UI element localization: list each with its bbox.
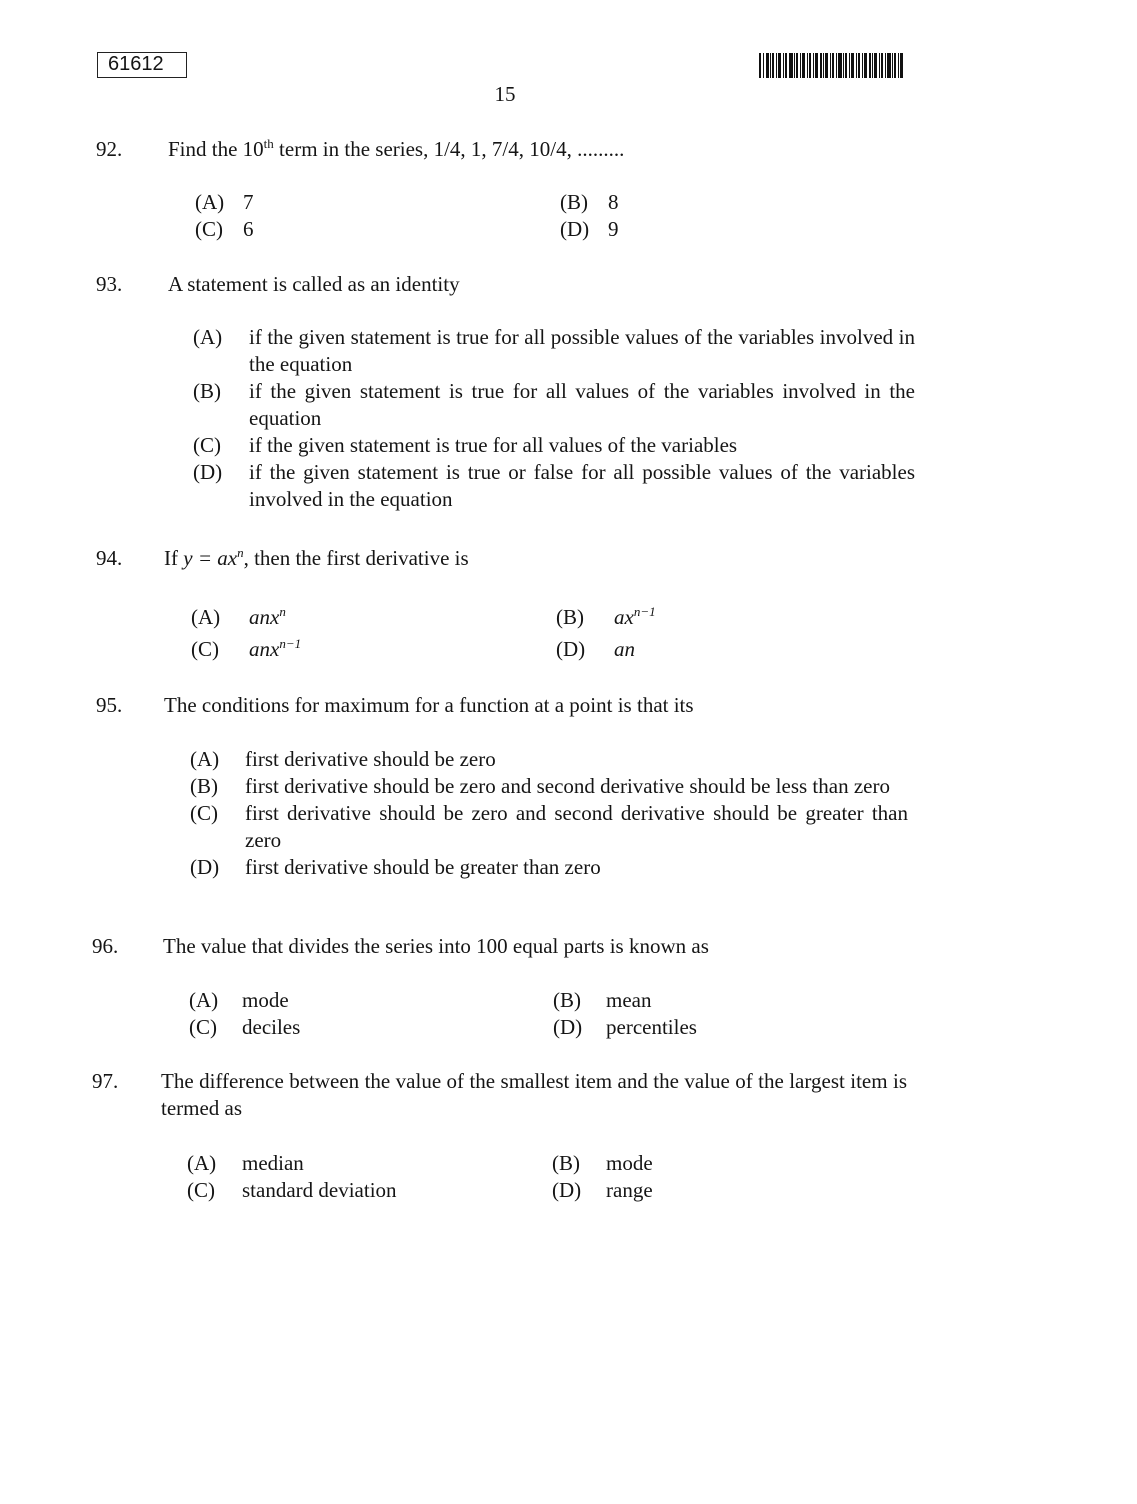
option-c[interactable]: (C) first derivative should be zero and second derivative should be greater than zero xyxy=(190,801,908,852)
paper-code-box xyxy=(97,52,187,78)
option-b[interactable]: (B) mean xyxy=(553,988,652,1012)
option-d[interactable]: (D) first derivative should be greater than zero xyxy=(190,855,601,879)
option-a[interactable]: (A) median xyxy=(187,1151,304,1175)
option-b[interactable]: (B) $ax^{n-1}$ xyxy=(556,604,656,629)
question-number: 93. xyxy=(96,272,123,296)
question-text: If $y = ax^n$, then the first derivative is xyxy=(164,545,469,570)
question-text: The value that divides the series into 100 equal parts is known as xyxy=(163,934,709,958)
option-d[interactable]: (D) range xyxy=(552,1178,653,1202)
option-a[interactable]: (A) if the given statement is true for all possible values of the variables involved in the equation xyxy=(193,325,915,376)
option-a[interactable]: (A) mode xyxy=(189,988,289,1012)
option-c[interactable]: (C) 6 xyxy=(195,217,254,241)
question-number: 92. xyxy=(96,137,123,161)
question-number: 96. xyxy=(92,934,119,958)
option-a[interactable]: (A) anx$^n$ xyxy=(191,604,286,629)
option-b[interactable]: (B) if the given statement is true for all values of the variables involved in the equation xyxy=(193,379,915,430)
question-text: A statement is called as an identity xyxy=(168,272,460,296)
option-d[interactable]: (D) percentiles xyxy=(553,1015,697,1039)
question-number: 97. xyxy=(92,1069,119,1093)
option-a[interactable]: (A) first derivative should be zero xyxy=(190,747,496,771)
option-d[interactable]: (D) if the given statement is true or false for all possible values of the variables involved in the equation xyxy=(193,460,915,511)
option-b[interactable]: (B) first derivative should be zero and second derivative should be less than zero xyxy=(190,774,890,798)
option-d[interactable]: (D) an xyxy=(556,637,635,661)
question-number: 94. xyxy=(96,546,123,570)
option-c[interactable]: (C) if the given statement is true for all values of the variables xyxy=(193,433,738,457)
option-c[interactable]: (C) deciles xyxy=(189,1015,301,1039)
option-c[interactable]: (C) anx$^{n-1}$ xyxy=(191,636,302,661)
options-95 xyxy=(190,746,912,881)
question-text: The difference between the value of the smallest item and the value of the largest item is termed as xyxy=(161,1069,907,1120)
option-d[interactable]: (D) 9 xyxy=(560,217,619,241)
option-b[interactable]: (B) 8 xyxy=(560,190,619,214)
page-number: 15 xyxy=(494,82,516,106)
option-b[interactable]: (B) mode xyxy=(552,1151,653,1175)
options-93 xyxy=(193,324,915,513)
paper-code: 61612 xyxy=(108,53,164,75)
question-number: 95. xyxy=(96,693,123,717)
question-text: Find the 10th term in the series, 1/4, 1, 7/4, 10/4, ......... xyxy=(168,136,625,161)
question-text: The conditions for maximum for a function at a point is that its xyxy=(164,693,694,717)
option-c[interactable]: (C) standard deviation xyxy=(187,1178,397,1202)
option-a[interactable]: (A) 7 xyxy=(195,190,254,214)
barcode-image xyxy=(759,53,903,78)
